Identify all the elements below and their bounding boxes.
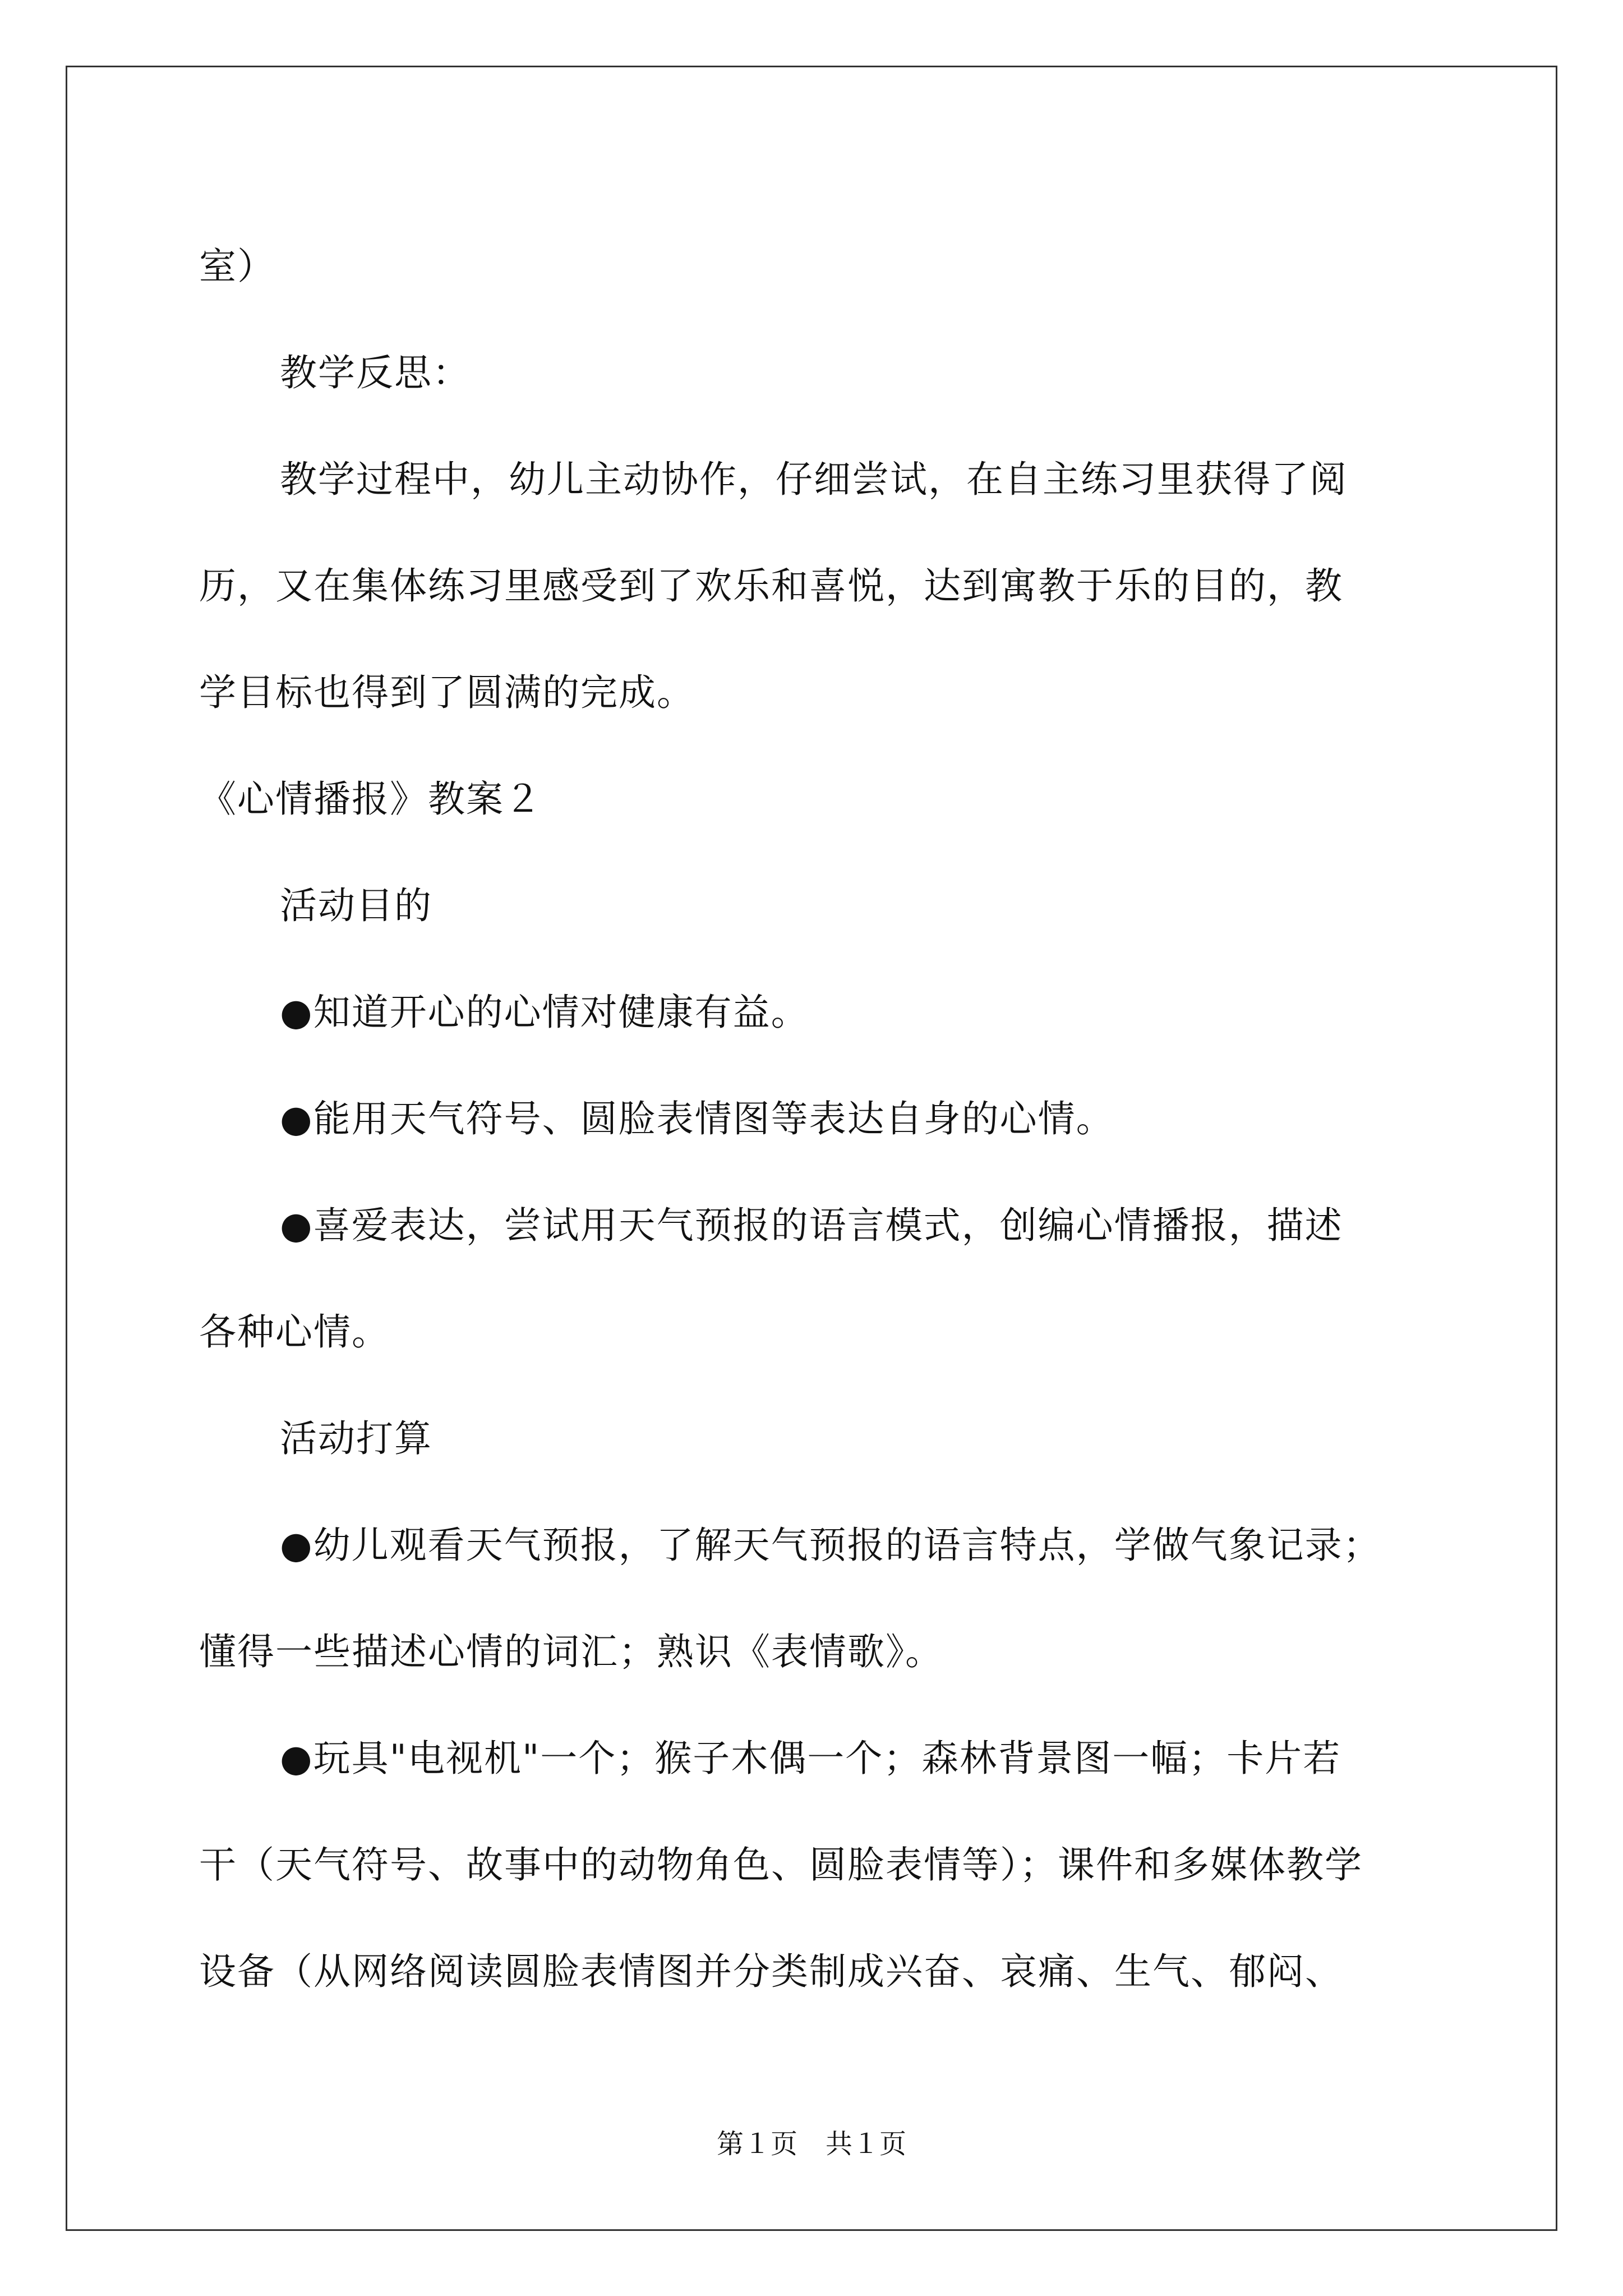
page-footer	[0, 2127, 1623, 2161]
section-heading-reflection: 教学反思：	[280, 351, 471, 394]
text-line: 懂得一些描述心情的词汇；熟识《表情歌》。	[199, 1630, 943, 1673]
text-line: 室）	[199, 245, 275, 288]
text-line: 教学过程中，幼儿主动协作，仔细尝试，在自主练习里获得了阅	[280, 458, 1348, 501]
text-line: 干（天气符号、故事中的动物角色、圆脸表情等）；课件和多媒体教学	[199, 1843, 1363, 1887]
bullet-item: ●幼儿观看天气预报，了解天气预报的语言特点，学做气象记录；	[280, 1524, 1381, 1567]
text-line: 学目标也得到了圆满的完成。	[199, 671, 695, 714]
section-heading-preparation: 活动打算	[280, 1417, 432, 1460]
section-heading-goals: 活动目的	[280, 884, 432, 927]
document-body	[199, 213, 1427, 2025]
document-title: 《心情播报》教案２	[199, 777, 542, 821]
page-number-current: 第１页	[716, 2128, 797, 2160]
text-line: 各种心情。	[199, 1310, 390, 1354]
bullet-item: ●玩具"电视机"一个；猴子木偶一个；森林背景图一幅；卡片若	[280, 1737, 1341, 1780]
text-line: 历，又在集体练习里感受到了欢乐和喜悦，达到寓教于乐的目的，教	[199, 564, 1343, 608]
bullet-item: ●知道开心的心情对健康有益。	[280, 991, 809, 1034]
bullet-item: ●能用天气符号、圆脸表情图等表达自身的心情。	[280, 1097, 1114, 1140]
text-line: 设备（从网络阅读圆脸表情图并分类制成兴奋、哀痛、生气、郁闷、	[199, 1950, 1343, 1993]
bullet-item: ●喜爱表达，尝试用天气预报的语言模式，创编心情播报，描述	[280, 1204, 1343, 1247]
page-number-total: 共１页	[826, 2128, 907, 2160]
